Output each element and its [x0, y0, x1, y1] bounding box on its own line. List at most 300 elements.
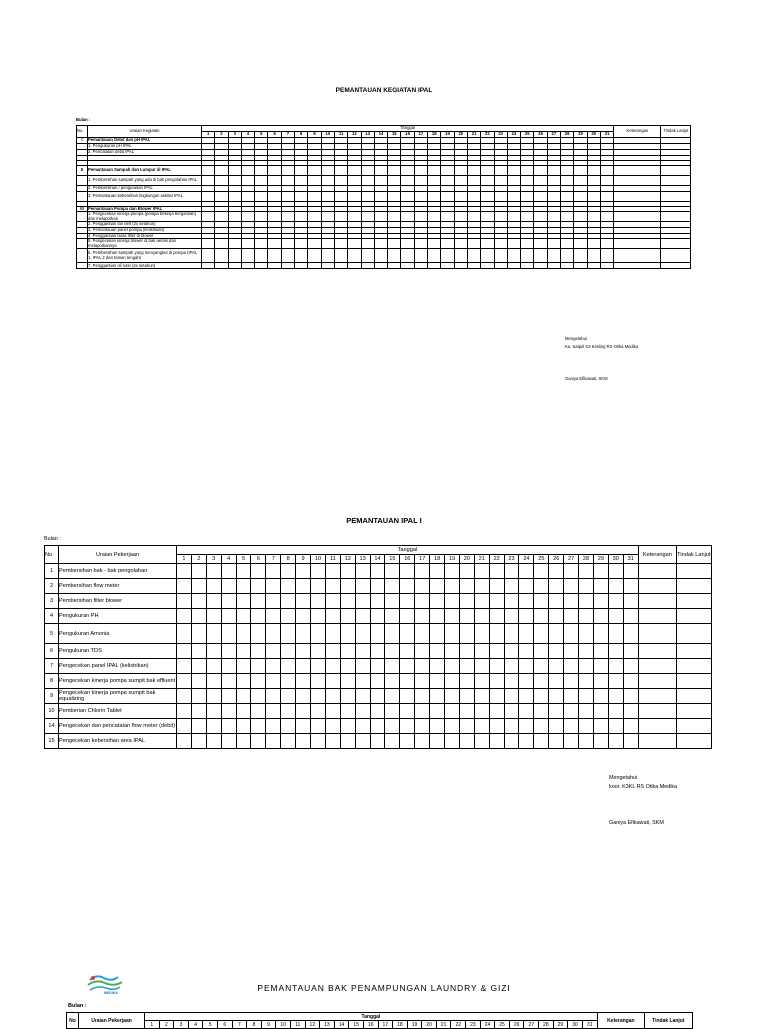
s2-cell[interactable] [534, 689, 549, 704]
s2-cell[interactable] [549, 594, 564, 609]
s2-cell[interactable] [534, 609, 549, 624]
s2-cell[interactable] [676, 674, 711, 689]
s2-cell[interactable] [676, 734, 711, 749]
s2-cell[interactable] [251, 734, 266, 749]
s2-cell[interactable] [325, 579, 340, 594]
s2-cell[interactable] [474, 689, 489, 704]
s2-cell[interactable] [311, 689, 326, 704]
s2-cell[interactable] [430, 704, 445, 719]
s1-cell[interactable] [374, 249, 387, 263]
s1-cell[interactable] [308, 249, 321, 263]
s2-cell[interactable] [608, 719, 623, 734]
s1-cell[interactable] [481, 175, 494, 185]
s2-cell[interactable] [638, 644, 676, 659]
s2-cell[interactable] [206, 609, 221, 624]
s1-cell[interactable] [268, 165, 281, 175]
s2-cell[interactable] [676, 644, 711, 659]
s1-cell[interactable] [361, 165, 374, 175]
s1-cell[interactable] [228, 165, 241, 175]
s1-cell[interactable] [241, 212, 254, 222]
s1-cell[interactable] [414, 212, 427, 222]
s1-cell[interactable] [547, 175, 560, 185]
s1-cell[interactable] [661, 263, 691, 269]
s2-cell[interactable] [221, 674, 236, 689]
s1-cell[interactable] [494, 249, 507, 263]
s2-cell[interactable] [400, 719, 415, 734]
s1-cell[interactable] [401, 212, 414, 222]
s2-cell[interactable] [489, 579, 504, 594]
s2-cell[interactable] [191, 734, 206, 749]
s1-cell[interactable] [600, 165, 613, 175]
s1-cell[interactable] [534, 249, 547, 263]
s2-cell[interactable] [623, 719, 638, 734]
s2-cell[interactable] [474, 609, 489, 624]
s1-cell[interactable] [388, 175, 401, 185]
s2-cell[interactable] [445, 719, 460, 734]
s2-cell[interactable] [251, 624, 266, 644]
s1-cell[interactable] [587, 165, 600, 175]
s1-cell[interactable] [414, 175, 427, 185]
s1-cell[interactable] [481, 165, 494, 175]
s2-cell[interactable] [221, 579, 236, 594]
s1-cell[interactable] [215, 191, 228, 201]
s2-cell[interactable] [608, 659, 623, 674]
s1-cell[interactable] [534, 239, 547, 249]
s1-cell[interactable] [481, 239, 494, 249]
s2-cell[interactable] [191, 674, 206, 689]
s2-cell[interactable] [459, 719, 474, 734]
s2-cell[interactable] [676, 659, 711, 674]
s2-cell[interactable] [311, 564, 326, 579]
s1-cell[interactable] [521, 239, 534, 249]
s2-cell[interactable] [504, 674, 519, 689]
s1-cell[interactable] [334, 175, 347, 185]
s1-cell[interactable] [441, 191, 454, 201]
s2-cell[interactable] [504, 719, 519, 734]
s2-cell[interactable] [459, 579, 474, 594]
s1-cell[interactable] [348, 191, 361, 201]
s1-cell[interactable] [414, 191, 427, 201]
s2-cell[interactable] [549, 704, 564, 719]
s2-cell[interactable] [415, 674, 430, 689]
s2-cell[interactable] [474, 659, 489, 674]
s1-cell[interactable] [348, 263, 361, 269]
s2-cell[interactable] [623, 689, 638, 704]
s1-cell[interactable] [202, 263, 215, 269]
s1-cell[interactable] [600, 239, 613, 249]
s2-cell[interactable] [177, 719, 192, 734]
s2-cell[interactable] [638, 594, 676, 609]
s2-cell[interactable] [593, 659, 608, 674]
s1-cell[interactable] [401, 263, 414, 269]
s2-cell[interactable] [459, 644, 474, 659]
s2-cell[interactable] [311, 734, 326, 749]
s1-cell[interactable] [401, 249, 414, 263]
s1-cell[interactable] [281, 165, 294, 175]
s2-cell[interactable] [281, 564, 296, 579]
s2-cell[interactable] [474, 734, 489, 749]
s2-cell[interactable] [579, 594, 594, 609]
s1-cell[interactable] [547, 212, 560, 222]
s1-cell[interactable] [414, 239, 427, 249]
s2-cell[interactable] [340, 594, 355, 609]
s1-cell[interactable] [334, 263, 347, 269]
s1-cell[interactable] [587, 175, 600, 185]
s2-cell[interactable] [266, 674, 281, 689]
s2-cell[interactable] [400, 594, 415, 609]
s2-cell[interactable] [296, 704, 311, 719]
s1-cell[interactable] [534, 175, 547, 185]
s1-cell[interactable] [521, 212, 534, 222]
s2-cell[interactable] [579, 564, 594, 579]
s1-cell[interactable] [521, 249, 534, 263]
s2-cell[interactable] [489, 719, 504, 734]
s2-cell[interactable] [549, 624, 564, 644]
s2-cell[interactable] [191, 579, 206, 594]
s2-cell[interactable] [676, 719, 711, 734]
s1-cell[interactable] [587, 263, 600, 269]
s2-cell[interactable] [608, 564, 623, 579]
s2-cell[interactable] [445, 644, 460, 659]
s1-cell[interactable] [547, 165, 560, 175]
s2-cell[interactable] [579, 644, 594, 659]
s1-cell[interactable] [428, 263, 441, 269]
s2-cell[interactable] [355, 674, 370, 689]
s2-cell[interactable] [370, 659, 385, 674]
s2-cell[interactable] [459, 734, 474, 749]
s2-cell[interactable] [236, 564, 251, 579]
s2-cell[interactable] [355, 564, 370, 579]
s2-cell[interactable] [504, 734, 519, 749]
s2-cell[interactable] [266, 689, 281, 704]
s1-cell[interactable] [561, 239, 574, 249]
s2-cell[interactable] [549, 579, 564, 594]
s1-cell[interactable] [454, 191, 467, 201]
s2-cell[interactable] [296, 689, 311, 704]
s2-cell[interactable] [504, 594, 519, 609]
s2-cell[interactable] [385, 674, 400, 689]
s2-cell[interactable] [474, 644, 489, 659]
s2-cell[interactable] [325, 689, 340, 704]
s2-cell[interactable] [385, 644, 400, 659]
s2-cell[interactable] [400, 674, 415, 689]
s2-cell[interactable] [311, 624, 326, 644]
s1-cell[interactable] [401, 165, 414, 175]
s2-cell[interactable] [534, 704, 549, 719]
s2-cell[interactable] [236, 579, 251, 594]
s1-cell[interactable] [268, 212, 281, 222]
s2-cell[interactable] [311, 704, 326, 719]
s2-cell[interactable] [504, 624, 519, 644]
s1-cell[interactable] [521, 263, 534, 269]
s1-cell[interactable] [467, 239, 480, 249]
s2-cell[interactable] [623, 674, 638, 689]
s2-cell[interactable] [549, 689, 564, 704]
s2-cell[interactable] [311, 659, 326, 674]
s2-cell[interactable] [385, 704, 400, 719]
s2-cell[interactable] [623, 594, 638, 609]
s2-cell[interactable] [474, 704, 489, 719]
s1-cell[interactable] [308, 165, 321, 175]
s2-cell[interactable] [579, 704, 594, 719]
s2-cell[interactable] [504, 644, 519, 659]
s2-cell[interactable] [400, 734, 415, 749]
s1-cell[interactable] [587, 212, 600, 222]
s2-cell[interactable] [355, 659, 370, 674]
s2-cell[interactable] [593, 579, 608, 594]
s2-cell[interactable] [296, 579, 311, 594]
s2-cell[interactable] [415, 609, 430, 624]
s2-cell[interactable] [474, 564, 489, 579]
s1-cell[interactable] [361, 175, 374, 185]
s2-cell[interactable] [593, 564, 608, 579]
s1-cell[interactable] [228, 249, 241, 263]
s1-cell[interactable] [321, 212, 334, 222]
s2-cell[interactable] [445, 624, 460, 644]
s2-cell[interactable] [489, 644, 504, 659]
s2-cell[interactable] [370, 689, 385, 704]
s2-cell[interactable] [519, 674, 534, 689]
s1-cell[interactable] [574, 191, 587, 201]
s2-cell[interactable] [266, 659, 281, 674]
s1-cell[interactable] [547, 263, 560, 269]
s1-cell[interactable] [574, 165, 587, 175]
s2-cell[interactable] [221, 609, 236, 624]
s1-cell[interactable] [428, 249, 441, 263]
s2-cell[interactable] [221, 624, 236, 644]
s1-cell[interactable] [228, 175, 241, 185]
s1-cell[interactable] [388, 263, 401, 269]
s2-cell[interactable] [355, 734, 370, 749]
s2-cell[interactable] [281, 674, 296, 689]
s2-cell[interactable] [579, 659, 594, 674]
s2-cell[interactable] [400, 704, 415, 719]
s2-cell[interactable] [266, 644, 281, 659]
s2-cell[interactable] [370, 564, 385, 579]
s1-cell[interactable] [255, 175, 268, 185]
s2-cell[interactable] [311, 719, 326, 734]
s1-cell[interactable] [361, 191, 374, 201]
s2-cell[interactable] [206, 689, 221, 704]
s2-cell[interactable] [236, 674, 251, 689]
s2-cell[interactable] [251, 609, 266, 624]
s2-cell[interactable] [489, 564, 504, 579]
s2-cell[interactable] [593, 609, 608, 624]
s2-cell[interactable] [340, 609, 355, 624]
s2-cell[interactable] [504, 689, 519, 704]
s2-cell[interactable] [296, 594, 311, 609]
s2-cell[interactable] [266, 624, 281, 644]
s1-cell[interactable] [334, 212, 347, 222]
s1-cell[interactable] [614, 175, 661, 185]
s2-cell[interactable] [340, 704, 355, 719]
s1-cell[interactable] [374, 191, 387, 201]
s2-cell[interactable] [340, 624, 355, 644]
s2-cell[interactable] [459, 689, 474, 704]
s2-cell[interactable] [296, 674, 311, 689]
s2-cell[interactable] [400, 624, 415, 644]
s2-cell[interactable] [489, 704, 504, 719]
s1-cell[interactable] [388, 212, 401, 222]
s1-cell[interactable] [507, 212, 520, 222]
s2-cell[interactable] [430, 719, 445, 734]
s2-cell[interactable] [549, 644, 564, 659]
s1-cell[interactable] [441, 165, 454, 175]
s2-cell[interactable] [370, 624, 385, 644]
s2-cell[interactable] [430, 564, 445, 579]
s1-cell[interactable] [268, 249, 281, 263]
s2-cell[interactable] [177, 609, 192, 624]
s1-cell[interactable] [321, 263, 334, 269]
s1-cell[interactable] [467, 249, 480, 263]
s2-cell[interactable] [266, 609, 281, 624]
s2-cell[interactable] [593, 624, 608, 644]
s2-cell[interactable] [564, 674, 579, 689]
s1-cell[interactable] [414, 263, 427, 269]
s2-cell[interactable] [676, 564, 711, 579]
s1-cell[interactable] [321, 175, 334, 185]
s2-cell[interactable] [415, 624, 430, 644]
s2-cell[interactable] [608, 624, 623, 644]
s1-cell[interactable] [388, 165, 401, 175]
s1-cell[interactable] [561, 249, 574, 263]
s1-cell[interactable] [454, 175, 467, 185]
s2-cell[interactable] [266, 719, 281, 734]
s2-cell[interactable] [251, 674, 266, 689]
s2-cell[interactable] [296, 659, 311, 674]
s2-cell[interactable] [370, 579, 385, 594]
s2-cell[interactable] [676, 624, 711, 644]
s1-cell[interactable] [587, 191, 600, 201]
s2-cell[interactable] [519, 624, 534, 644]
s1-cell[interactable] [202, 239, 215, 249]
s1-cell[interactable] [308, 191, 321, 201]
s2-cell[interactable] [206, 579, 221, 594]
s2-cell[interactable] [177, 564, 192, 579]
s2-cell[interactable] [355, 594, 370, 609]
s2-cell[interactable] [430, 674, 445, 689]
s2-cell[interactable] [251, 719, 266, 734]
s1-cell[interactable] [215, 165, 228, 175]
s1-cell[interactable] [255, 263, 268, 269]
s2-cell[interactable] [221, 644, 236, 659]
s2-cell[interactable] [676, 689, 711, 704]
s2-cell[interactable] [221, 594, 236, 609]
s1-cell[interactable] [574, 212, 587, 222]
s1-cell[interactable] [388, 191, 401, 201]
s1-cell[interactable] [255, 249, 268, 263]
s2-cell[interactable] [564, 624, 579, 644]
s2-cell[interactable] [177, 689, 192, 704]
s2-cell[interactable] [236, 734, 251, 749]
s2-cell[interactable] [445, 704, 460, 719]
s1-cell[interactable] [281, 263, 294, 269]
s2-cell[interactable] [206, 704, 221, 719]
s1-cell[interactable] [494, 191, 507, 201]
s1-cell[interactable] [202, 212, 215, 222]
s1-cell[interactable] [308, 239, 321, 249]
s2-cell[interactable] [534, 579, 549, 594]
s2-cell[interactable] [385, 609, 400, 624]
s2-cell[interactable] [206, 594, 221, 609]
s2-cell[interactable] [415, 564, 430, 579]
s2-cell[interactable] [191, 704, 206, 719]
s2-cell[interactable] [564, 734, 579, 749]
s2-cell[interactable] [459, 624, 474, 644]
s2-cell[interactable] [221, 659, 236, 674]
s2-cell[interactable] [311, 594, 326, 609]
s2-cell[interactable] [355, 719, 370, 734]
s2-cell[interactable] [593, 644, 608, 659]
s2-cell[interactable] [676, 704, 711, 719]
s2-cell[interactable] [177, 734, 192, 749]
s1-cell[interactable] [348, 239, 361, 249]
s1-cell[interactable] [614, 239, 661, 249]
s1-cell[interactable] [507, 191, 520, 201]
s2-cell[interactable] [564, 689, 579, 704]
s2-cell[interactable] [504, 564, 519, 579]
s2-cell[interactable] [534, 594, 549, 609]
s2-cell[interactable] [564, 719, 579, 734]
s1-cell[interactable] [600, 212, 613, 222]
s2-cell[interactable] [638, 624, 676, 644]
s1-cell[interactable] [255, 191, 268, 201]
s1-cell[interactable] [295, 212, 308, 222]
s2-cell[interactable] [638, 579, 676, 594]
s2-cell[interactable] [608, 644, 623, 659]
s2-cell[interactable] [281, 624, 296, 644]
s2-cell[interactable] [385, 594, 400, 609]
s2-cell[interactable] [325, 674, 340, 689]
s2-cell[interactable] [191, 564, 206, 579]
s1-cell[interactable] [241, 249, 254, 263]
s1-cell[interactable] [494, 212, 507, 222]
s2-cell[interactable] [281, 734, 296, 749]
s2-cell[interactable] [251, 644, 266, 659]
s2-cell[interactable] [459, 564, 474, 579]
s2-cell[interactable] [445, 609, 460, 624]
s2-cell[interactable] [206, 644, 221, 659]
s2-cell[interactable] [296, 644, 311, 659]
s1-cell[interactable] [348, 212, 361, 222]
s1-cell[interactable] [521, 165, 534, 175]
s2-cell[interactable] [221, 704, 236, 719]
s2-cell[interactable] [549, 609, 564, 624]
s2-cell[interactable] [281, 659, 296, 674]
s2-cell[interactable] [177, 659, 192, 674]
s2-cell[interactable] [638, 734, 676, 749]
s2-cell[interactable] [474, 579, 489, 594]
s1-cell[interactable] [348, 175, 361, 185]
s1-cell[interactable] [202, 249, 215, 263]
s1-cell[interactable] [268, 175, 281, 185]
s2-cell[interactable] [608, 579, 623, 594]
s2-cell[interactable] [236, 719, 251, 734]
s1-cell[interactable] [614, 249, 661, 263]
s2-cell[interactable] [623, 609, 638, 624]
s2-cell[interactable] [549, 674, 564, 689]
s1-cell[interactable] [388, 239, 401, 249]
s2-cell[interactable] [355, 644, 370, 659]
s1-cell[interactable] [454, 212, 467, 222]
s1-cell[interactable] [348, 249, 361, 263]
s2-cell[interactable] [474, 594, 489, 609]
s1-cell[interactable] [414, 165, 427, 175]
s2-cell[interactable] [281, 719, 296, 734]
s2-cell[interactable] [325, 704, 340, 719]
s2-cell[interactable] [430, 689, 445, 704]
s2-cell[interactable] [534, 719, 549, 734]
